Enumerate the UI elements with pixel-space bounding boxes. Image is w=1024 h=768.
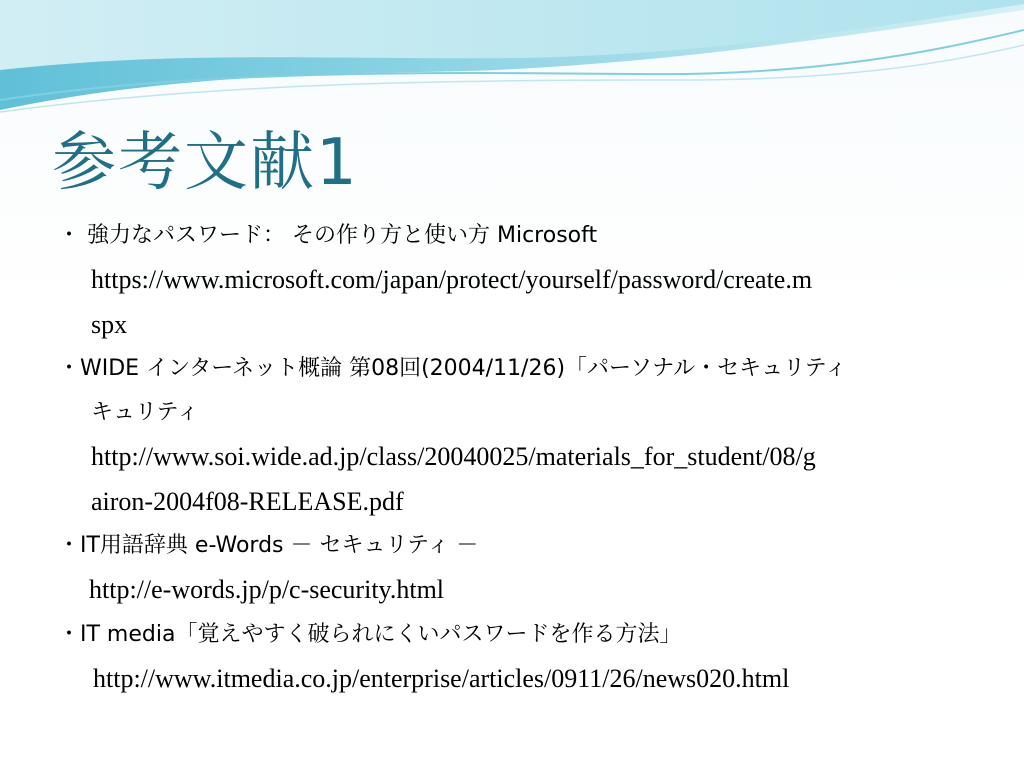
reference-2-heading-cont: キュリティ <box>91 400 199 425</box>
reference-4-heading: ・IT media「覚えやすく破られにくいパスワードを作る方法」 <box>58 622 682 647</box>
reference-1-url-cont[interactable]: spx <box>91 310 128 339</box>
reference-2-url[interactable]: http://www.soi.wide.ad.jp/class/20040025/materials_for_student/08/g <box>91 442 816 471</box>
slide-title: 参考文献1 <box>52 126 359 200</box>
reference-3-heading: ・IT用語辞典 e-Words － セキュリティ － <box>58 533 479 558</box>
reference-3-url[interactable]: http://e-words.jp/p/c-security.html <box>89 575 445 604</box>
reference-4-url[interactable]: http://www.itmedia.co.jp/enterprise/articles/0911/26/news020.html <box>93 664 790 693</box>
reference-1-url[interactable]: https://www.microsoft.com/japan/protect/yourself/password/create.m <box>91 265 813 294</box>
reference-1-heading: ・ 強力なパスワード： その作り方と使い方 Microsoft <box>58 223 598 248</box>
reference-2-heading: ・WIDE インターネット概論 第08回(2004/11/26)「パーソナル・セキュリティ <box>58 356 847 381</box>
reference-2-url-cont[interactable]: airon-2004f08-RELEASE.pdf <box>91 487 404 516</box>
header-wave-decoration <box>0 0 1024 130</box>
